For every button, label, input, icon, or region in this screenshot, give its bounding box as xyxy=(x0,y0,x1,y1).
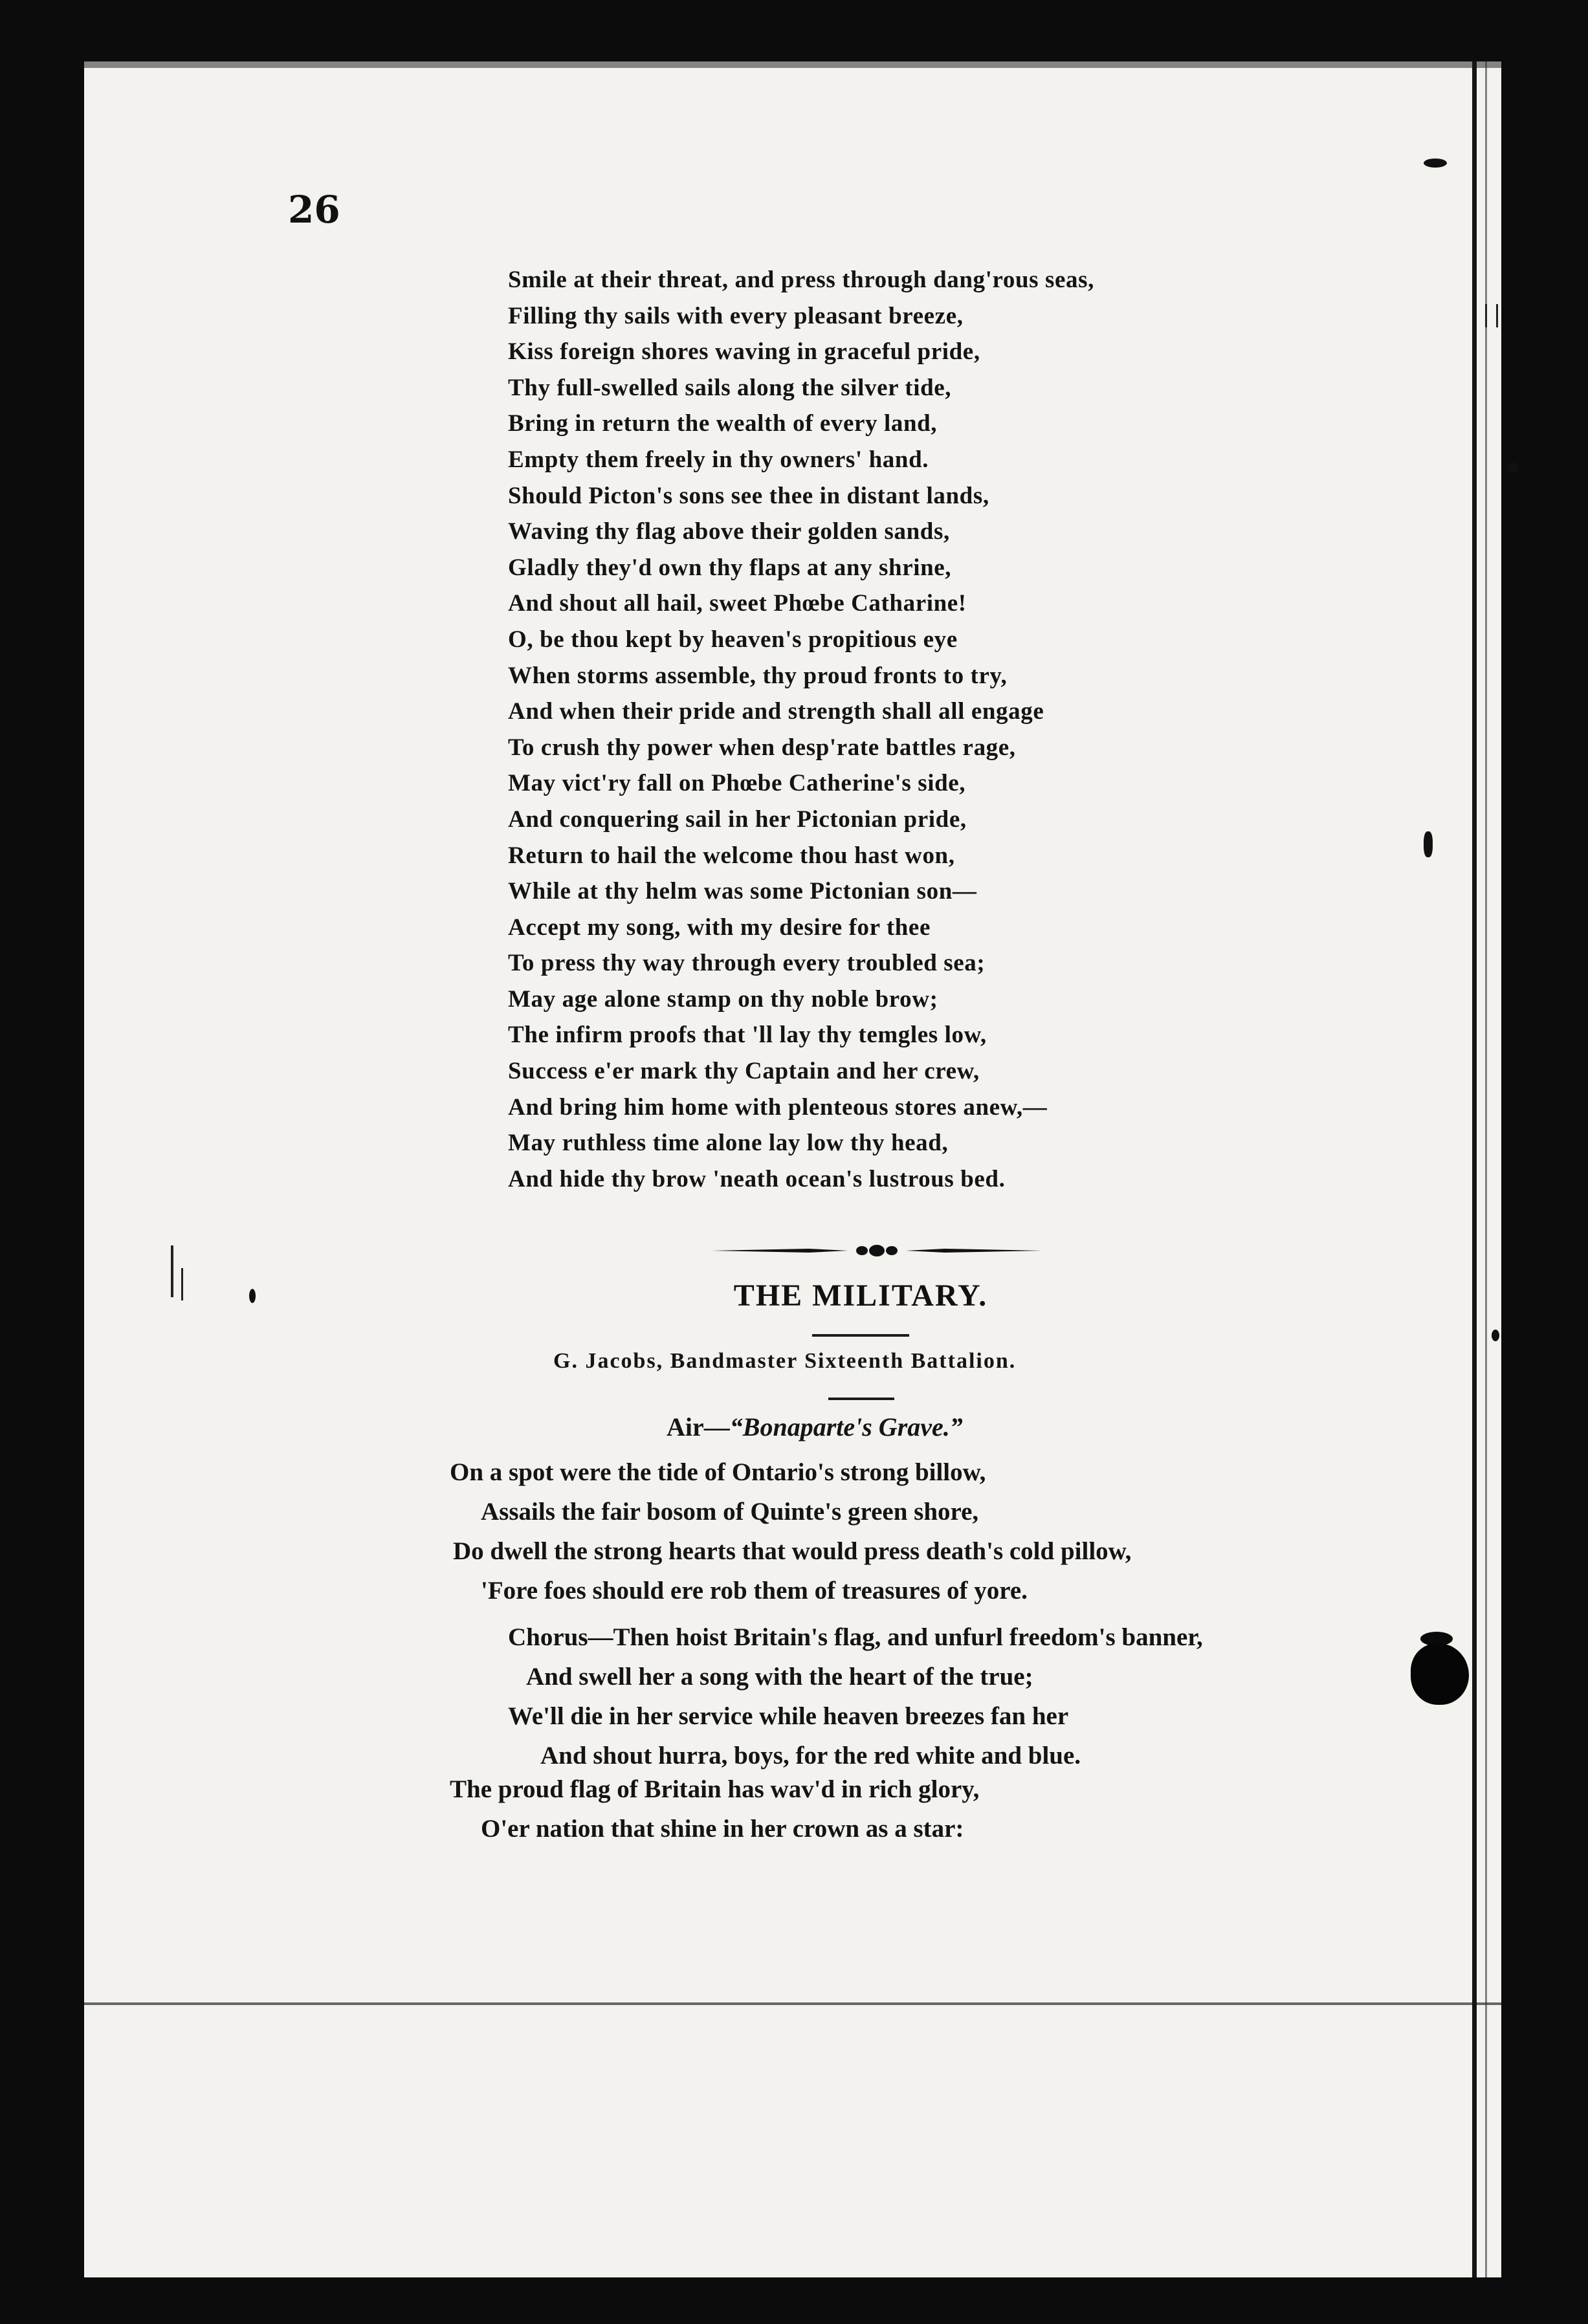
ink-blot xyxy=(1411,1643,1469,1705)
chorus-line: And shout hurra, boys, for the red white and blue. xyxy=(540,1742,1081,1770)
chorus-line: We'll die in her service while heaven breezes fan her xyxy=(508,1702,1069,1730)
poem-line: Filling thy sails with every pleasant breeze, xyxy=(508,302,964,329)
air-label: Air— xyxy=(667,1412,730,1442)
author-byline: G. Jacobs, Bandmaster Sixteenth Battalion. xyxy=(553,1349,1017,1373)
poem-stanza xyxy=(508,262,1094,1197)
poem-line: Bring in return the wealth of every land, xyxy=(508,410,938,437)
poem-line: When storms assemble, thy proud fronts to try, xyxy=(508,662,1008,689)
poem-line: May ruthless time alone lay low thy head, xyxy=(508,1130,949,1157)
air-tune-title: “Bonaparte's Grave.” xyxy=(729,1412,963,1442)
poem-line: Gladly they'd own thy flaps at any shrine, xyxy=(508,554,952,581)
ink-speck xyxy=(249,1289,256,1303)
binding-edge xyxy=(1472,61,1477,2277)
song-line: O'er nation that shine in her crown as a star: xyxy=(481,1815,964,1843)
binding-edge-shadow xyxy=(1485,61,1487,2277)
poem-line: Accept my song, with my desire for thee xyxy=(508,914,931,941)
chorus-line: Chorus—Then hoist Britain's flag, and unfurl freedom's banner, xyxy=(508,1623,1203,1651)
poem-line: The infirm proofs that 'll lay thy temgles low, xyxy=(508,1022,987,1049)
margin-mark xyxy=(1485,304,1487,327)
section-divider-ornament xyxy=(712,1242,1042,1259)
page-number: 26 xyxy=(288,188,340,232)
scan-fold-line xyxy=(84,2002,1501,2005)
song-verse-2 xyxy=(450,1770,979,1848)
song-line: On a spot were the tide of Ontario's strong billow, xyxy=(450,1458,986,1486)
margin-mark xyxy=(181,1268,183,1300)
ink-speck xyxy=(1424,159,1447,168)
ink-speck xyxy=(1508,463,1518,473)
poem-line: Return to hail the welcome thou hast won, xyxy=(508,842,955,869)
song-line: 'Fore foes should ere rob them of treasures of yore. xyxy=(481,1577,1028,1605)
poem-line: And bring him home with plenteous stores anew,— xyxy=(508,1093,1048,1121)
page-top-edge xyxy=(84,61,1501,68)
margin-mark xyxy=(1496,304,1498,327)
poem-line: Waving thy flag above their golden sands, xyxy=(508,518,950,545)
poem-line: While at thy helm was some Pictonian son— xyxy=(508,878,977,905)
song-verse-1 xyxy=(450,1453,1131,1610)
ink-speck xyxy=(1424,831,1433,857)
song-line: Assails the fair bosom of Quinte's green shore, xyxy=(481,1498,979,1526)
section-title: THE MILITARY. xyxy=(733,1278,988,1313)
poem-line: And conquering sail in her Pictonian pride, xyxy=(508,806,967,833)
poem-line: May vict'ry fall on Phœbe Catherine's side, xyxy=(508,770,966,797)
poem-line: To crush thy power when desp'rate battles rage, xyxy=(508,734,1016,761)
poem-line: Empty them freely in thy owners' hand. xyxy=(508,446,929,473)
poem-line: O, be thou kept by heaven's propitious eye xyxy=(508,626,958,653)
poem-line: And when their pride and strength shall all engage xyxy=(508,698,1044,725)
title-underline xyxy=(812,1334,909,1337)
poem-line: May age alone stamp on thy noble brow; xyxy=(508,985,938,1013)
poem-line: Thy full-swelled sails along the silver tide, xyxy=(508,374,952,401)
chorus-line: And swell her a song with the heart of the true; xyxy=(526,1663,1033,1691)
margin-mark xyxy=(171,1245,173,1297)
poem-line: Kiss foreign shores waving in graceful pride, xyxy=(508,338,980,366)
poem-line: Smile at their threat, and press through dang'rous seas, xyxy=(508,267,1094,293)
poem-line: Success e'er mark thy Captain and her crew, xyxy=(508,1058,980,1085)
byline-underline xyxy=(828,1398,894,1400)
poem-line: To press thy way through every troubled sea; xyxy=(508,950,986,977)
song-line: The proud flag of Britain has wav'd in rich glory, xyxy=(450,1775,980,1803)
poem-line: And shout all hail, sweet Phœbe Catharine! xyxy=(508,590,967,617)
poem-line: Should Picton's sons see thee in distant lands, xyxy=(508,482,989,509)
song-chorus xyxy=(508,1617,1203,1775)
ink-speck xyxy=(1492,1330,1499,1341)
poem-line: And hide thy brow 'neath ocean's lustrous bed. xyxy=(508,1165,1006,1192)
air-line xyxy=(667,1412,963,1442)
song-line: Do dwell the strong hearts that would press death's cold pillow, xyxy=(453,1537,1132,1565)
